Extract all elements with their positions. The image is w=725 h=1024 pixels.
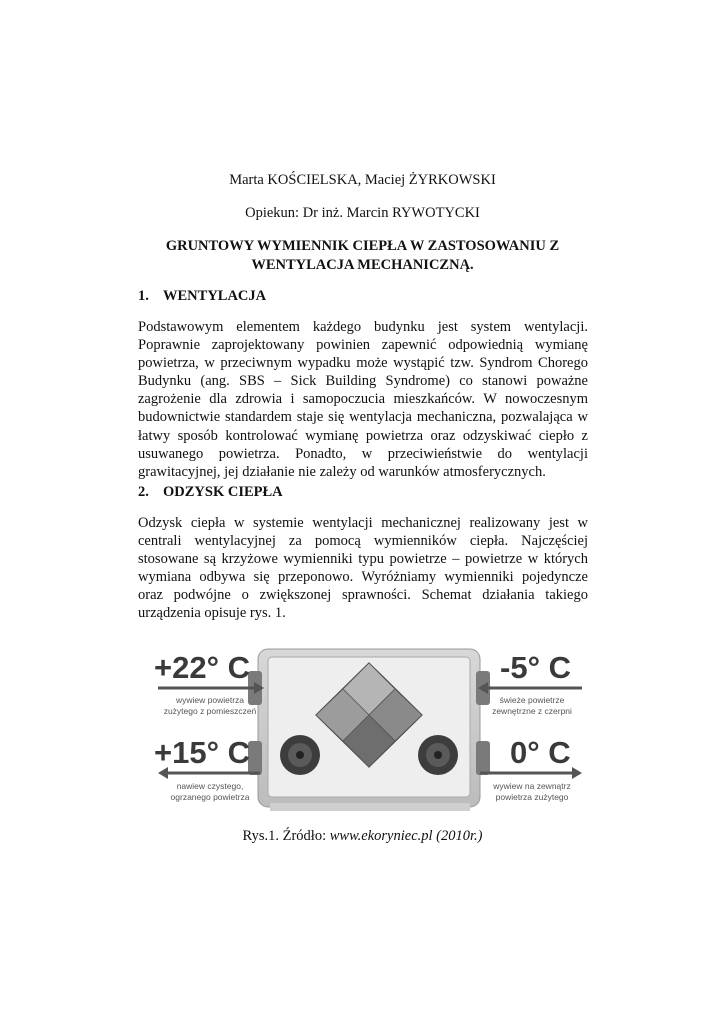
section-title: WENTYLACJA	[163, 288, 267, 304]
temp-label-top-left: +22° C	[154, 650, 250, 685]
label-bottom-left-1: nawiew czystego,	[176, 781, 244, 791]
paper-title-line-2: WENTYLACJA MECHANICZNĄ.	[251, 257, 474, 273]
temp-label-top-right: -5° C	[500, 650, 571, 685]
heat-recovery-unit-figure	[150, 643, 590, 815]
paper-title	[0, 237, 725, 275]
section-body-1: Podstawowym elementem każdego budynku jest system wentylacji. Poprawnie zaprojektowany powinien zapewnić odpowiednią wymianę powietrza, w przeciwnym wypadku może wystąpić tzw. Syndrom Chorego Budynku (ang. SBS – Sick Building Syndrome) co stanowi poważne zagrożenie dla zdrowia i samopoczucia mieszkańców. W nowoczesnym budownictwie standardem staje się wentylacja mechaniczna, pozwalająca w łatwy sposób kontrolować wymianę powietrza oraz odzyskiwać ciepło z usuwanego powietrza. Ponadto, w przeciwieństwie do wentylacji grawitacyjnej, jej działanie nie zależy od warunków atmosferycznych.	[138, 319, 588, 480]
label-top-right-2: zewnętrzne z czerpni	[492, 706, 572, 716]
section-title: ODZYSK CIEPŁA	[163, 484, 283, 500]
paper-title-line-1: GRUNTOWY WYMIENNIK CIEPŁA W ZASTOSOWANIU Z	[165, 238, 560, 254]
caption-prefix: Rys.1. Źródło:	[242, 828, 330, 844]
fan-icon	[280, 735, 320, 775]
temp-label-bottom-left: +15° C	[154, 735, 250, 770]
label-bottom-right-1: wywiew na zewnątrz	[493, 781, 571, 791]
label-top-right-1: świeże powietrze	[499, 695, 565, 705]
label-bottom-right-2: powietrza zużytego	[495, 792, 569, 802]
figure-caption	[0, 828, 725, 845]
label-bottom-left-2: ogrzanego powietrza	[170, 792, 250, 802]
section-number: 1.	[138, 288, 149, 304]
section-heading-1	[138, 288, 266, 305]
authors-line: Marta KOŚCIELSKA, Maciej ŻYRKOWSKI	[229, 172, 496, 188]
caption-source-link: www.ekoryniec.pl (2010r.)	[329, 828, 483, 844]
fan-icon	[418, 735, 458, 775]
section-body-2: Odzysk ciepła w systemie wentylacji mechanicznej realizowany jest w centrali wentylacyjnej za pomocą wymienników ciepła. Najczęściej stosowane są krzyżowe wymienniki typu powietrze – powietrze w których wymiana odbywa się przeponowo. Wyróżniamy wymienniki pojedyncze oraz podwójne o zwiększonej sprawności. Schemat działania takiego urządzenia opisuje rys. 1.	[138, 515, 588, 622]
label-top-left-2: zużytego z pomieszczeń	[163, 706, 257, 716]
section-number: 2.	[138, 484, 149, 500]
section-heading-2	[138, 484, 283, 501]
advisor-line: Opiekun: Dr inż. Marcin RYWOTYCKI	[245, 205, 480, 221]
temp-label-bottom-right: 0° C	[510, 735, 571, 770]
label-top-left-1: wywiew powietrza	[175, 695, 245, 705]
